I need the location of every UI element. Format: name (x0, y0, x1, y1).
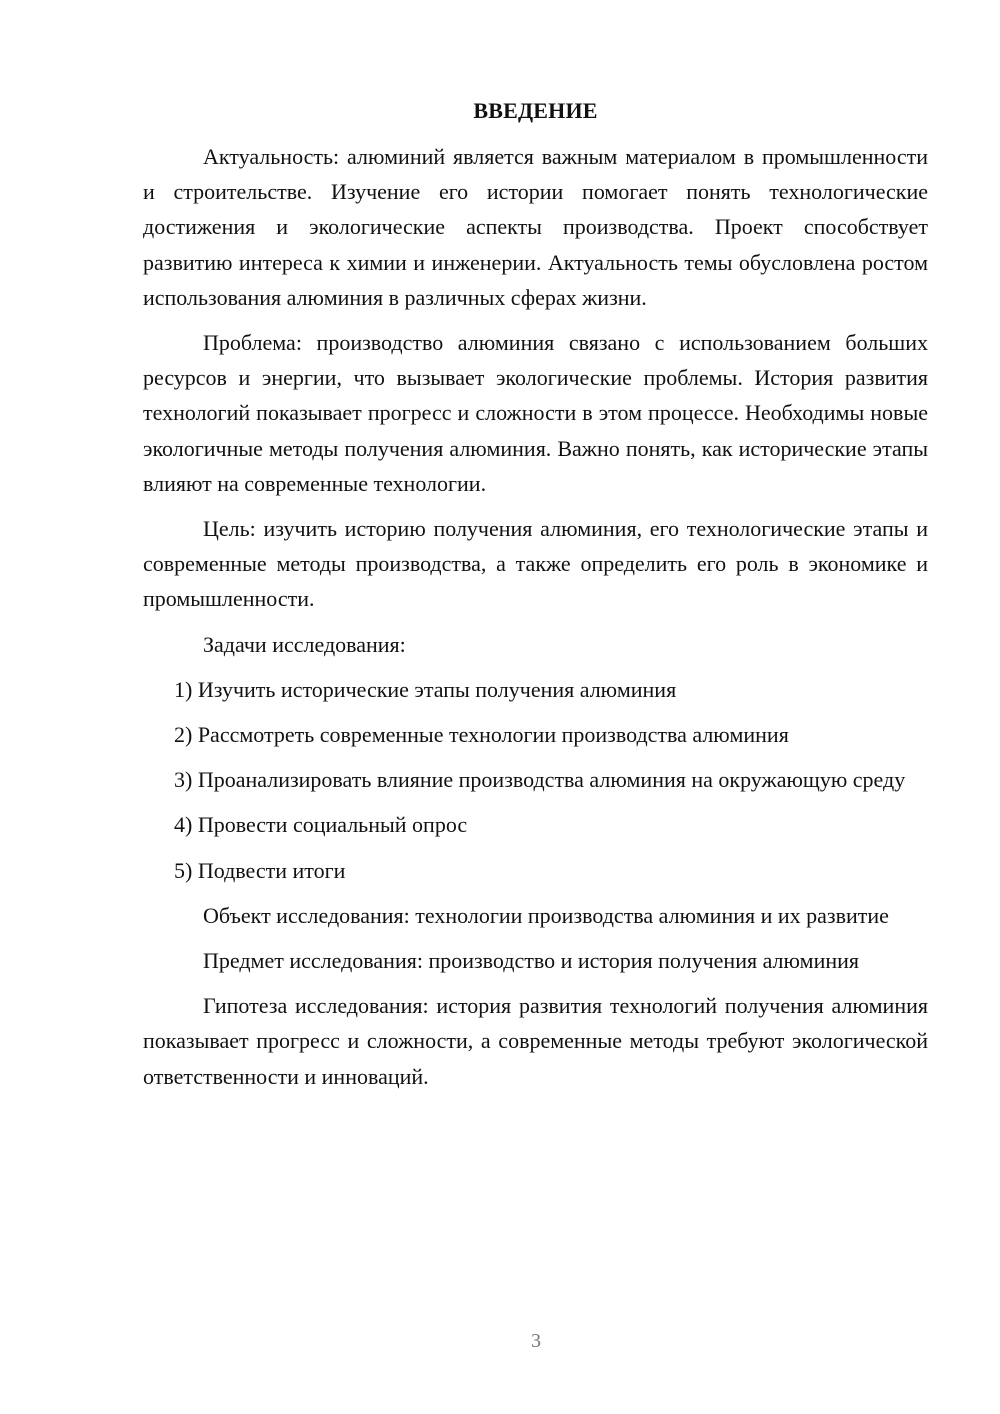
relevance-paragraph: Актуальность: алюминий является важным материалом в промышленности и строительстве. Изучение его истории помогает понять технологические достижения и экологические аспекты производства. Проект способствует развитию интереса к химии и инженерии. Актуальность темы обусловлена ростом использования алюминия в различных сферах жизни. (143, 144, 928, 310)
subject-paragraph: Предмет исследования: производство и история получения алюминия (203, 948, 860, 974)
task-item-2: 2) Рассмотреть современные технологии производства алюминия (174, 722, 789, 748)
task-item-1: 1) Изучить исторические этапы получения алюминия (174, 676, 677, 702)
object-paragraph: Объект исследования: технологии производства алюминия и их развитие (203, 902, 889, 928)
task-item-4: 4) Провести социальный опрос (174, 812, 468, 838)
tasks-title: Задачи исследования: (203, 631, 406, 657)
hypothesis-paragraph: Гипотеза исследования: история развития технологий получения алюминия показывает прогресс и сложности, а современные методы требуют экологической ответственности и инноваций. (143, 993, 928, 1089)
task-item-5: 5) Подвести итоги (174, 857, 346, 883)
document-page (143, 95, 928, 1104)
goal-paragraph: Цель: изучить историю получения алюминия, его технологические этапы и современные методы производства, а также определить его роль в экономике и промышленности. (143, 516, 928, 612)
problem-paragraph: Проблема: производство алюминия связано с использованием больших ресурсов и энергии, что вызывает экологические проблемы. История развития технологий показывает прогресс и сложности в этом процессе. Необходимы новые экологичные методы получения алюминия. Важно понять, как исторические этапы влияют на современные технологии. (143, 330, 928, 496)
task-item-3: 3) Проанализировать влияние производства алюминия на окружающую среду (174, 767, 906, 793)
section-heading: ВВЕДЕНИЕ (473, 98, 598, 123)
page-number: 3 (531, 1330, 541, 1352)
